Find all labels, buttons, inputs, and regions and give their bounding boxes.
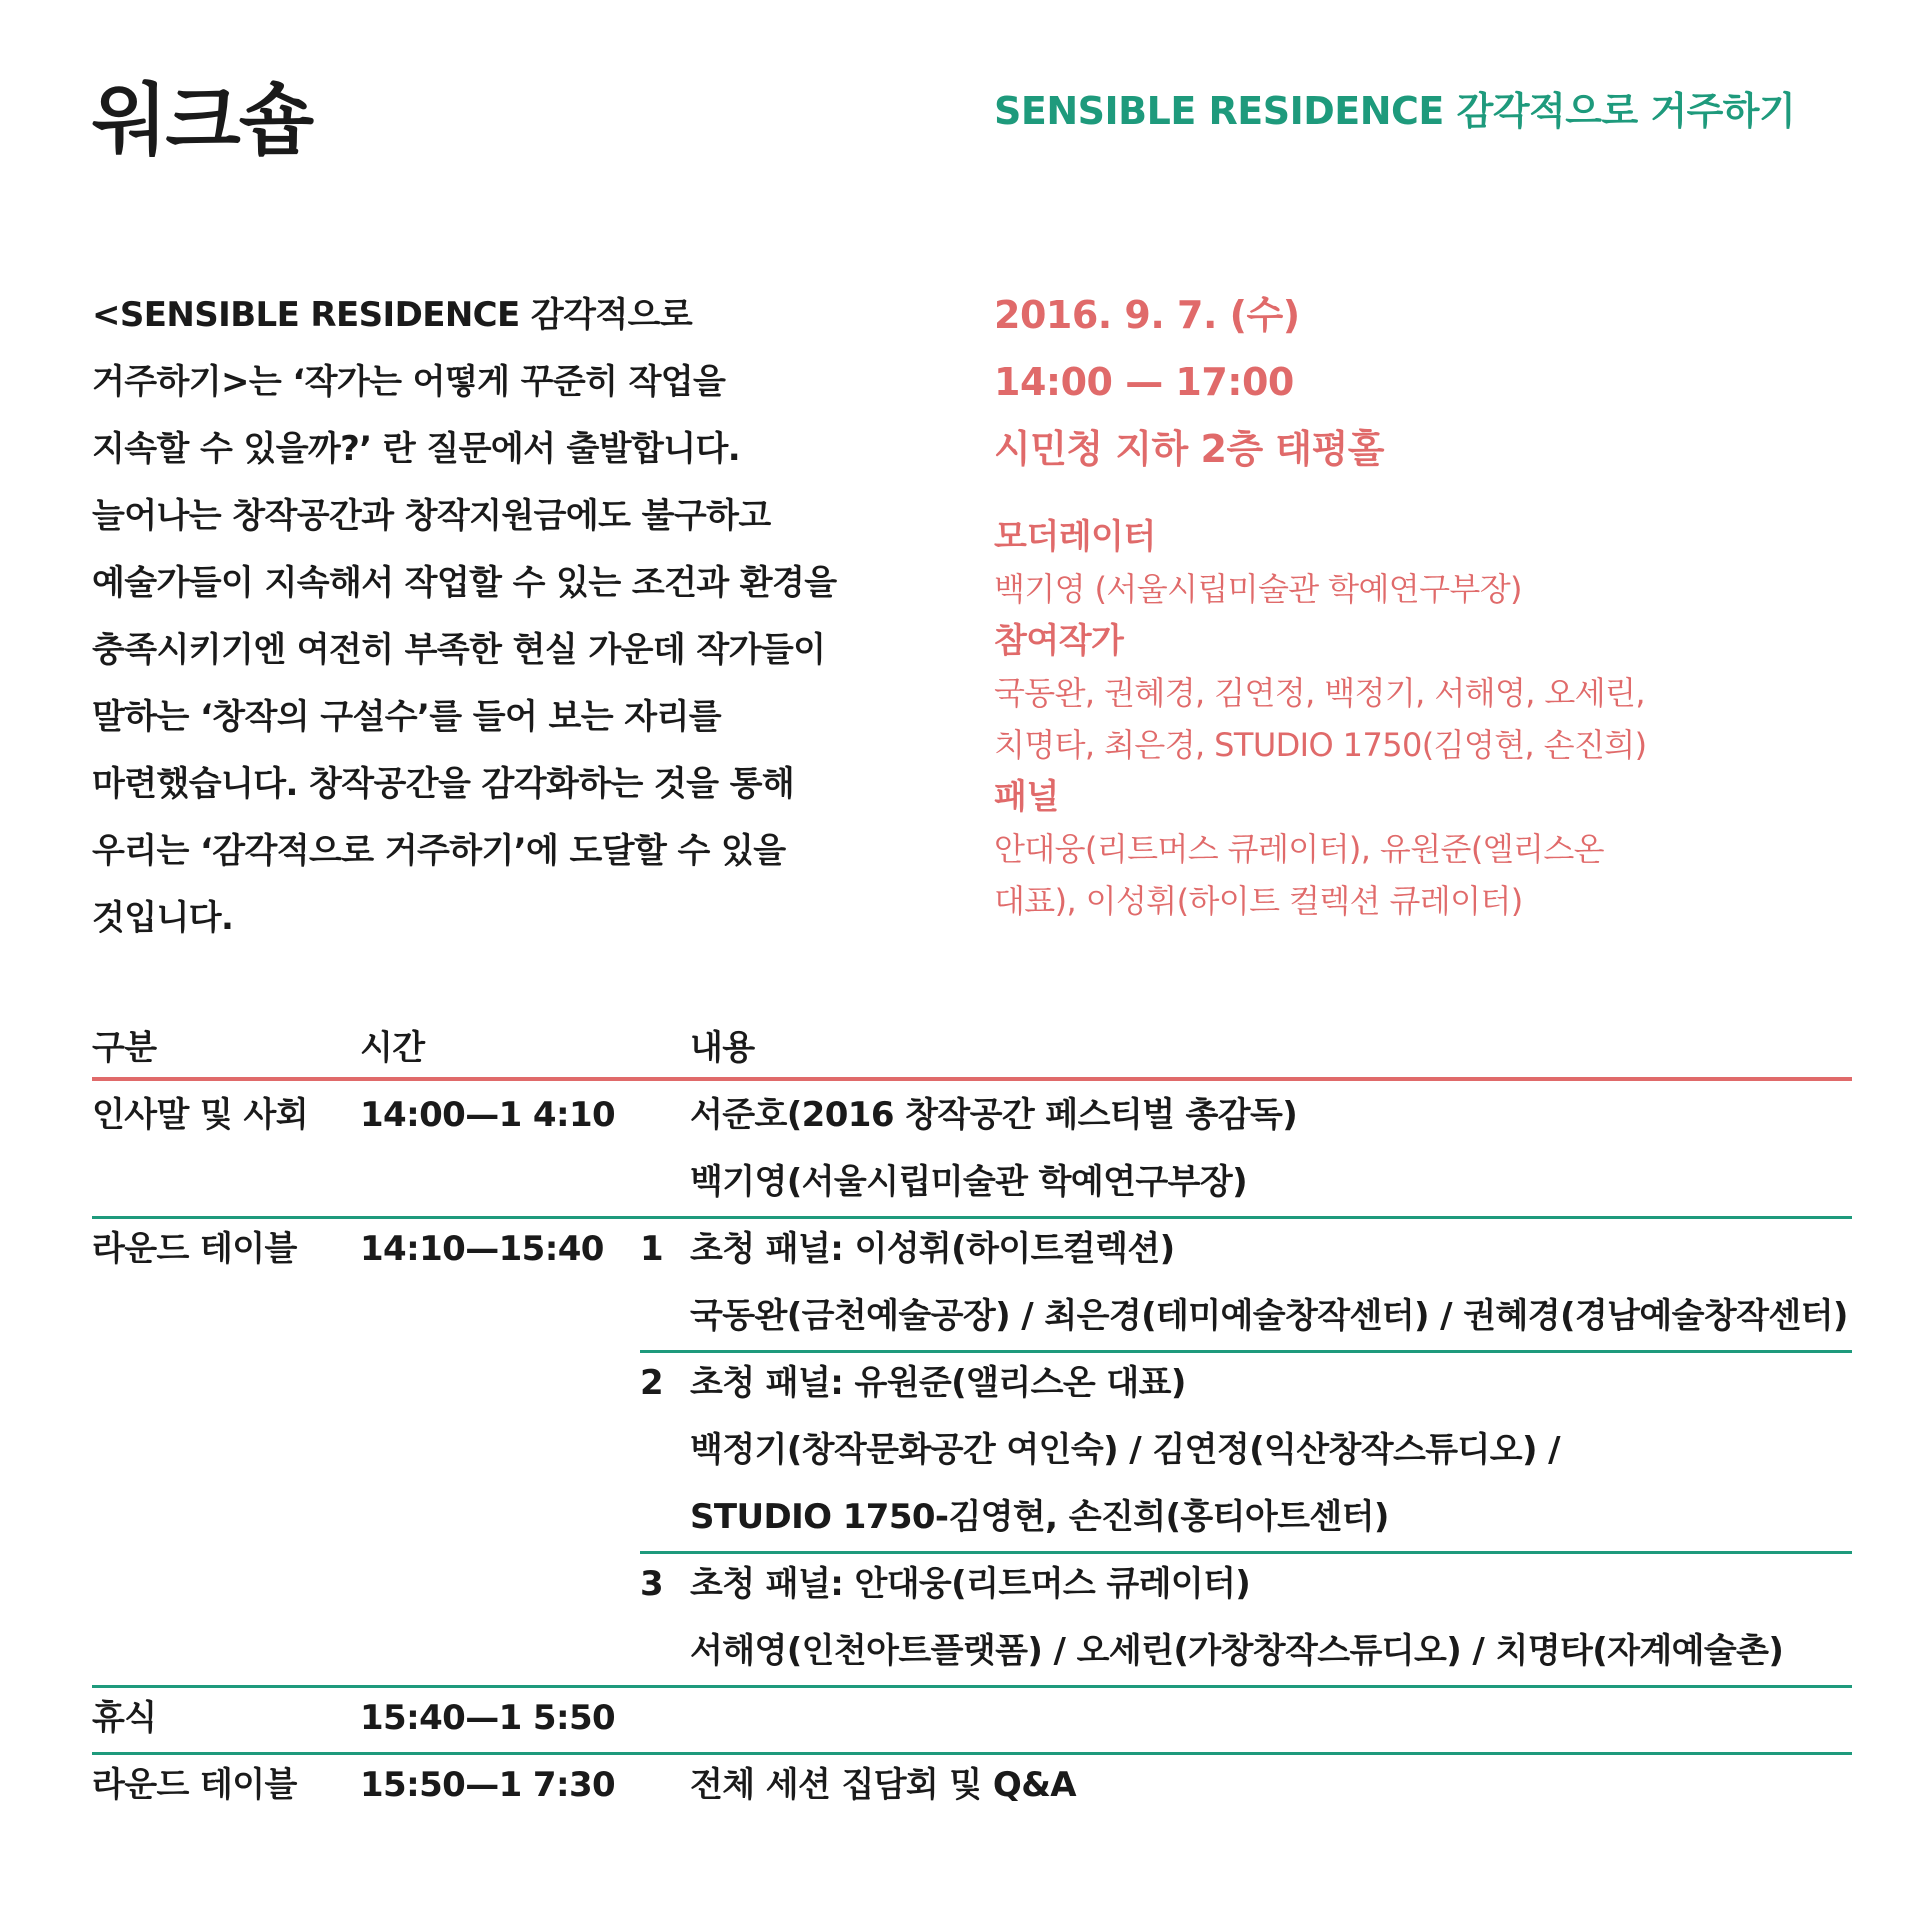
row-divider	[92, 1685, 1852, 1688]
intro-line: 말하는 ‘창작의 구설수’를 들어 보는 자리를	[92, 697, 721, 737]
moderator-name: 백기영 (서울시립미술관 학예연구부장)	[994, 570, 1522, 608]
row-category: 라운드 테이블	[92, 1765, 297, 1805]
column-header-content: 내용	[690, 1028, 755, 1068]
session-line: 초청 패널: 안대웅(리트머스 큐레이터)	[690, 1564, 1251, 1604]
panel-line: 대표), 이성휘(하이트 컬렉션 큐레이터)	[994, 882, 1523, 920]
panel-line: 안대웅(리트머스 큐레이터), 유원준(엘리스온	[994, 830, 1604, 868]
row-category: 인사말 및 사회	[92, 1095, 308, 1135]
column-header-time: 시간	[360, 1028, 425, 1068]
intro-line: <SENSIBLE RESIDENCE 감각적으로	[92, 295, 693, 335]
row-category: 휴식	[92, 1698, 157, 1738]
intro-line: 마련했습니다. 창작공간을 감각화하는 것을 통해	[92, 764, 795, 804]
session-line: 초청 패널: 유원준(앨리스온 대표)	[690, 1363, 1186, 1403]
session-number: 1	[640, 1229, 664, 1269]
session-line: STUDIO 1750-김영현, 손진희(홍티아트센터)	[690, 1497, 1389, 1537]
row-time: 14:10—15:40	[360, 1229, 604, 1269]
session-line: 국동완(금천예술공장) / 최은경(테미예술창작센터) / 권혜경(경남예술창작센터)	[690, 1296, 1848, 1336]
intro-paragraph	[92, 282, 922, 952]
header-divider	[92, 1077, 1852, 1081]
panel-label: 패널	[994, 777, 1059, 817]
session-divider	[640, 1350, 1852, 1353]
intro-line: 예술가들이 지속해서 작업할 수 있는 조건과 환경을	[92, 563, 837, 603]
intro-line: 지속할 수 있을까?’ 란 질문에서 출발합니다.	[92, 429, 741, 469]
moderator-label: 모더레이터	[994, 517, 1156, 557]
event-venue: 시민청 지하 2층 태평홀	[994, 427, 1385, 471]
row-time: 14:00—1 4:10	[360, 1095, 616, 1135]
header-subtitle: SENSIBLE RESIDENCE 감각적으로 거주하기	[994, 89, 1796, 133]
event-time: 14:00 — 17:00	[994, 360, 1294, 404]
row-divider	[92, 1752, 1852, 1755]
row-content-line: 전체 세션 집담회 및 Q&A	[690, 1765, 1076, 1805]
session-line: 서해영(인천아트플랫폼) / 오세린(가창창작스튜디오) / 치명타(자계예술촌)	[690, 1631, 1784, 1671]
row-divider	[92, 1216, 1852, 1219]
artists-label: 참여작가	[994, 621, 1124, 661]
intro-line: 늘어나는 창작공간과 창작지원금에도 불구하고	[92, 496, 771, 536]
event-date: 2016. 9. 7. (수)	[994, 293, 1300, 337]
intro-line: 우리는 ‘감각적으로 거주하기’에 도달할 수 있을	[92, 831, 786, 871]
row-category: 라운드 테이블	[92, 1229, 297, 1269]
session-number: 3	[640, 1564, 664, 1604]
page-title: 워크숍	[92, 76, 313, 166]
session-line: 백정기(창작문화공간 여인숙) / 김연정(익산창작스튜디오) /	[690, 1430, 1560, 1470]
column-header-category: 구분	[92, 1028, 157, 1068]
artists-line: 국동완, 권혜경, 김연정, 백정기, 서해영, 오세린,	[994, 674, 1645, 712]
artists-line: 치명타, 최은경, STUDIO 1750(김영현, 손진희)	[994, 726, 1647, 764]
row-time: 15:50—1 7:30	[360, 1765, 616, 1805]
session-line: 초청 패널: 이성휘(하이트컬렉션)	[690, 1229, 1175, 1269]
row-content-line: 서준호(2016 창작공간 페스티벌 총감독)	[690, 1095, 1298, 1135]
session-number: 2	[640, 1363, 664, 1403]
intro-line: 거주하기>는 ‘작가는 어떻게 꾸준히 작업을	[92, 362, 726, 402]
session-divider	[640, 1551, 1852, 1554]
row-content-line: 백기영(서울시립미술관 학예연구부장)	[690, 1162, 1248, 1202]
event-info	[994, 282, 1874, 927]
intro-line: 것입니다.	[92, 898, 234, 938]
intro-line: 충족시키기엔 여전히 부족한 현실 가운데 작가들이	[92, 630, 826, 670]
row-time: 15:40—1 5:50	[360, 1698, 616, 1738]
